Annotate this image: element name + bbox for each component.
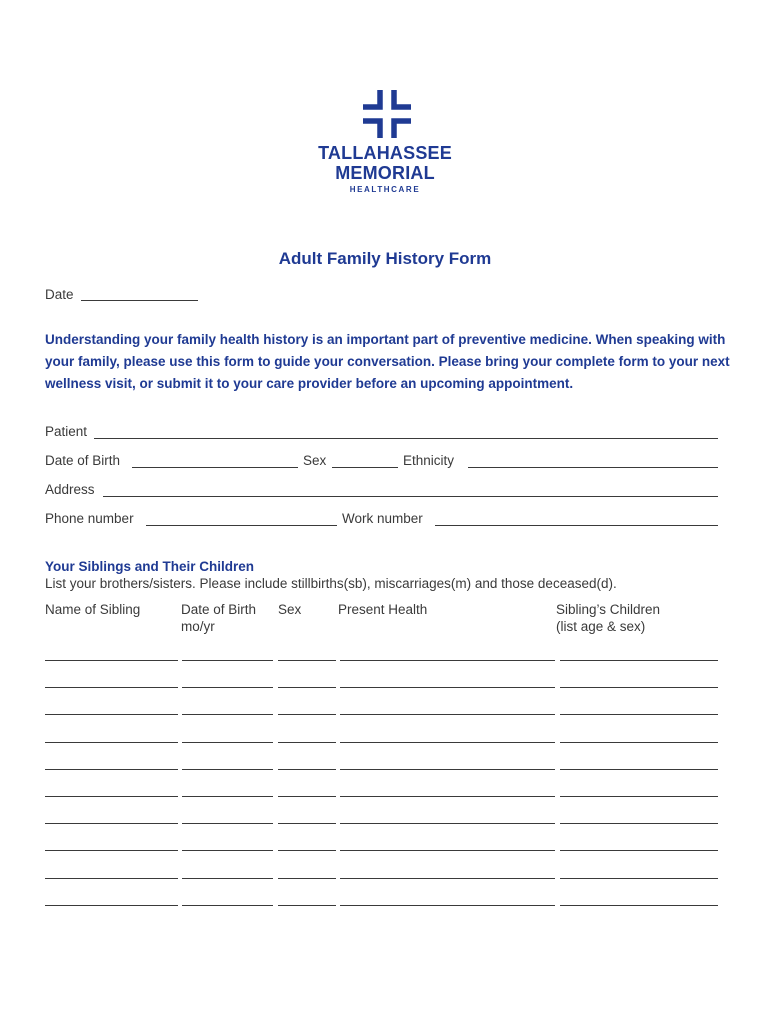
sibling-health-field[interactable] — [340, 687, 555, 688]
phone-field[interactable] — [146, 525, 337, 526]
sibling-name-field[interactable] — [45, 742, 178, 743]
sibling-children-field[interactable] — [560, 905, 718, 906]
sibling-children-field[interactable] — [560, 660, 718, 661]
ethnicity-label: Ethnicity — [403, 453, 455, 468]
sibling-name-field[interactable] — [45, 687, 178, 688]
sibling-dob-field[interactable] — [182, 878, 273, 879]
sibling-dob-field[interactable] — [182, 742, 273, 743]
col-header-dob-line1: Date of Birth — [181, 602, 257, 617]
logo-text-tallahassee: TALLAHASSEE — [318, 143, 452, 163]
sibling-sex-field[interactable] — [278, 905, 336, 906]
col-header-children — [556, 601, 660, 635]
sibling-name-field[interactable] — [45, 714, 178, 715]
patient-field[interactable] — [94, 438, 718, 439]
sibling-sex-field[interactable] — [278, 687, 336, 688]
sex-field[interactable] — [332, 467, 398, 468]
sibling-sex-field[interactable] — [278, 660, 336, 661]
col-header-children-line1: Sibling’s Children — [556, 602, 661, 617]
sibling-name-field[interactable] — [45, 769, 178, 770]
date-field[interactable] — [81, 300, 198, 301]
sibling-dob-field[interactable] — [182, 905, 273, 906]
sibling-name-field[interactable] — [45, 905, 178, 906]
col-header-name: Name of Sibling — [45, 602, 141, 617]
dob-field[interactable] — [132, 467, 298, 468]
col-header-dob — [181, 601, 256, 635]
siblings-heading: Your Siblings and Their Children — [45, 559, 255, 574]
phone-label: Phone number — [45, 511, 134, 526]
sibling-health-field[interactable] — [340, 878, 555, 879]
sibling-health-field[interactable] — [340, 850, 555, 851]
sibling-health-field[interactable] — [340, 714, 555, 715]
dob-label: Date of Birth — [45, 453, 121, 468]
sibling-health-field[interactable] — [340, 742, 555, 743]
sibling-health-field[interactable] — [340, 769, 555, 770]
col-header-health: Present Health — [338, 602, 428, 617]
work-field[interactable] — [435, 525, 718, 526]
address-label: Address — [45, 482, 95, 497]
sibling-health-field[interactable] — [340, 660, 555, 661]
sibling-children-field[interactable] — [560, 796, 718, 797]
sibling-name-field[interactable] — [45, 796, 178, 797]
logo-text-memorial: MEMORIAL — [335, 163, 435, 183]
tmh-cross-logo-icon — [361, 88, 413, 140]
col-header-sex: Sex — [278, 602, 302, 617]
sibling-children-field[interactable] — [560, 878, 718, 879]
sibling-sex-field[interactable] — [278, 742, 336, 743]
sibling-sex-field[interactable] — [278, 878, 336, 879]
sibling-children-field[interactable] — [560, 742, 718, 743]
sibling-children-field[interactable] — [560, 714, 718, 715]
sibling-dob-field[interactable] — [182, 660, 273, 661]
sibling-sex-field[interactable] — [278, 850, 336, 851]
sibling-dob-field[interactable] — [182, 850, 273, 851]
sibling-dob-field[interactable] — [182, 714, 273, 715]
sibling-sex-field[interactable] — [278, 714, 336, 715]
sibling-health-field[interactable] — [340, 905, 555, 906]
sibling-sex-field[interactable] — [278, 769, 336, 770]
sibling-children-field[interactable] — [560, 850, 718, 851]
sibling-sex-field[interactable] — [278, 823, 336, 824]
sex-label: Sex — [303, 453, 327, 468]
sibling-children-field[interactable] — [560, 769, 718, 770]
date-label: Date — [45, 287, 74, 302]
siblings-instructions: List your brothers/sisters. Please include stillbirths(sb), miscarriages(m) and those deceased(d). — [45, 576, 617, 591]
form-title: Adult Family History Form — [278, 249, 492, 268]
sibling-children-field[interactable] — [560, 823, 718, 824]
sibling-dob-field[interactable] — [182, 769, 273, 770]
sibling-sex-field[interactable] — [278, 796, 336, 797]
ethnicity-field[interactable] — [468, 467, 718, 468]
sibling-name-field[interactable] — [45, 878, 178, 879]
logo-text-healthcare: HEALTHCARE — [349, 185, 421, 194]
col-header-children-line2: (list age & sex) — [556, 619, 646, 634]
sibling-dob-field[interactable] — [182, 823, 273, 824]
intro-paragraph: Understanding your family health history is an important part of preventive medicine. When speaking with your family, please use this form to guide your conversation. Please bring your complete form to your next wellness visit, or submit it to your care provider before an upcoming appointment. — [45, 332, 730, 391]
sibling-health-field[interactable] — [340, 796, 555, 797]
col-header-dob-line2: mo/yr — [181, 619, 215, 634]
patient-label: Patient — [45, 424, 88, 439]
sibling-name-field[interactable] — [45, 660, 178, 661]
sibling-dob-field[interactable] — [182, 796, 273, 797]
sibling-dob-field[interactable] — [182, 687, 273, 688]
sibling-children-field[interactable] — [560, 687, 718, 688]
sibling-name-field[interactable] — [45, 823, 178, 824]
sibling-health-field[interactable] — [340, 823, 555, 824]
address-field[interactable] — [103, 496, 718, 497]
work-label: Work number — [342, 511, 423, 526]
sibling-name-field[interactable] — [45, 850, 178, 851]
